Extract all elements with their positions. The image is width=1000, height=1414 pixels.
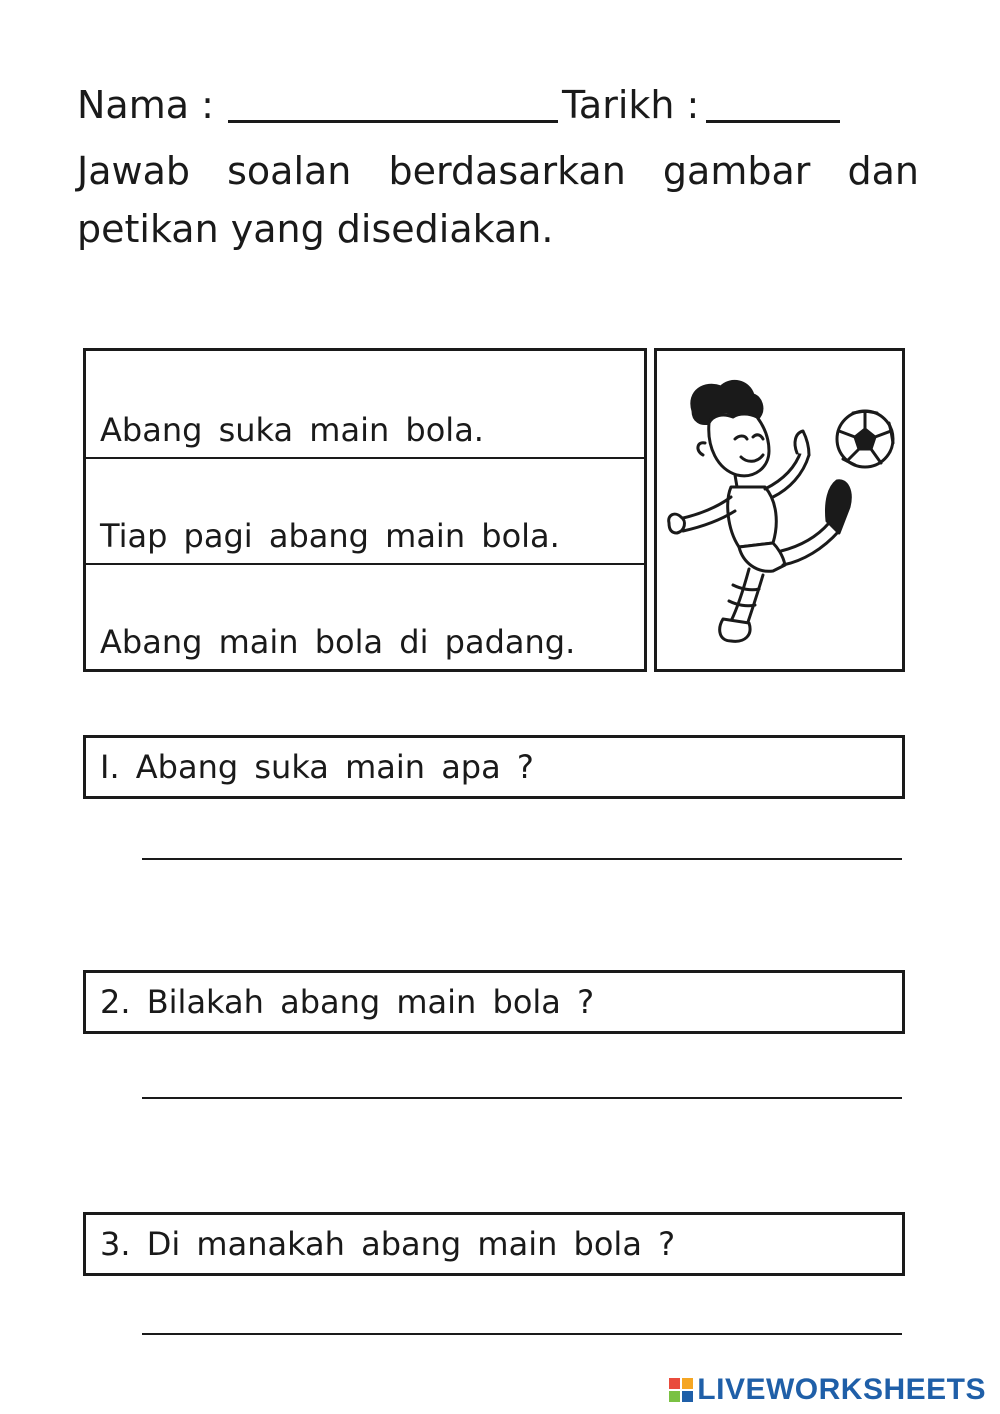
- passage-box: [83, 348, 647, 672]
- watermark-text: LIVEWORKSHEETS: [697, 1373, 986, 1406]
- date-label: Tarikh :: [562, 83, 700, 127]
- picture-box: [654, 348, 905, 672]
- question-box: [83, 1212, 905, 1276]
- passage-line-text: Abang suka main bola.: [100, 411, 484, 449]
- liveworksheets-watermark: [669, 1374, 986, 1406]
- passage-line: [86, 563, 644, 669]
- passage-line: [86, 457, 644, 563]
- question-box: [83, 735, 905, 799]
- instruction-text: Jawab soalan berdasarkan gambar dan petikan yang disediakan.: [77, 149, 919, 251]
- date-blank[interactable]: [706, 120, 840, 123]
- name-blank[interactable]: [228, 120, 558, 123]
- answer-line[interactable]: [142, 858, 902, 860]
- question-text: 2. Bilakah abang main bola ?: [100, 983, 595, 1021]
- answer-line[interactable]: [142, 1097, 902, 1099]
- liveworksheets-logo-icon: [669, 1378, 693, 1402]
- passage-line-text: Abang main bola di padang.: [100, 623, 576, 661]
- question-text: 3. Di manakah abang main bola ?: [100, 1225, 676, 1263]
- football-icon: [837, 411, 893, 467]
- question-box: [83, 970, 905, 1034]
- name-label: Nama :: [77, 83, 214, 127]
- question-text: I. Abang suka main apa ?: [100, 748, 534, 786]
- boy-kicking-football-illustration: [657, 351, 902, 669]
- answer-line[interactable]: [142, 1333, 902, 1335]
- passage-line: [86, 351, 644, 457]
- passage-line-text: Tiap pagi abang main bola.: [100, 517, 560, 555]
